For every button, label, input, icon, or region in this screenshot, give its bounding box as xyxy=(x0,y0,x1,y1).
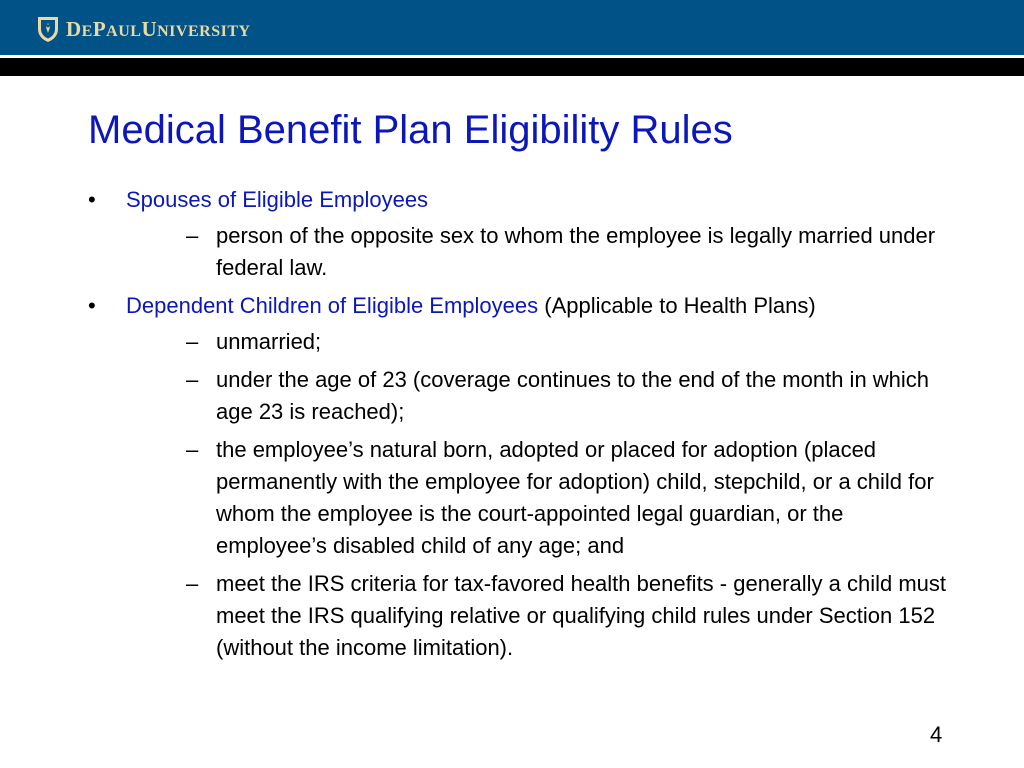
slide-title: Medical Benefit Plan Eligibility Rules xyxy=(88,108,733,152)
sub-list xyxy=(126,326,960,664)
dash-marker: – xyxy=(186,571,199,596)
dash-marker: – xyxy=(186,437,199,462)
sub-item xyxy=(172,568,960,664)
depaul-logo xyxy=(36,13,251,45)
dash-marker: – xyxy=(186,223,199,248)
bullet-item xyxy=(80,290,960,664)
sub-item xyxy=(172,434,960,562)
sub-item-text: person of the opposite sex to whom the employee is legally married under federal law. xyxy=(216,223,936,280)
bullet-heading: Dependent Children of Eligible Employees xyxy=(126,293,539,318)
sub-item xyxy=(172,326,960,358)
slide-body xyxy=(80,184,960,670)
sub-item-text: unmarried; xyxy=(216,329,322,354)
bullet-heading: Spouses of Eligible Employees xyxy=(126,187,429,212)
sub-item-text: under the age of 23 (coverage continues to the end of the month in which age 23 is reached); xyxy=(216,367,930,424)
sub-item-text: meet the IRS criteria for tax-favored health benefits - generally a child must meet the IRS qualifying relative or qualifying child rules under Section 152 (without the income limitation). xyxy=(216,571,947,660)
dash-marker: – xyxy=(186,367,199,392)
bullet-marker: • xyxy=(88,293,96,318)
bullet-item xyxy=(80,184,960,284)
dash-marker: – xyxy=(186,329,199,354)
page-number: 4 xyxy=(930,722,943,747)
seal-icon xyxy=(36,15,60,43)
sub-list xyxy=(126,220,960,284)
bullet-marker: • xyxy=(88,187,96,212)
logo-wordmark: DEPAULUNIVERSITY xyxy=(66,16,251,41)
sub-item-text: the employee’s natural born, adopted or placed for adoption (placed permanently with the employee for adoption) child, stepchild, or a child for whom the employee is the court-appointed legal guardian, or the employee’s disabled child of any age; and xyxy=(216,437,934,558)
sub-item xyxy=(172,220,960,284)
bullet-suffix: (Applicable to Health Plans) xyxy=(538,293,816,318)
sub-item xyxy=(172,364,960,428)
header-rule xyxy=(0,58,1024,76)
